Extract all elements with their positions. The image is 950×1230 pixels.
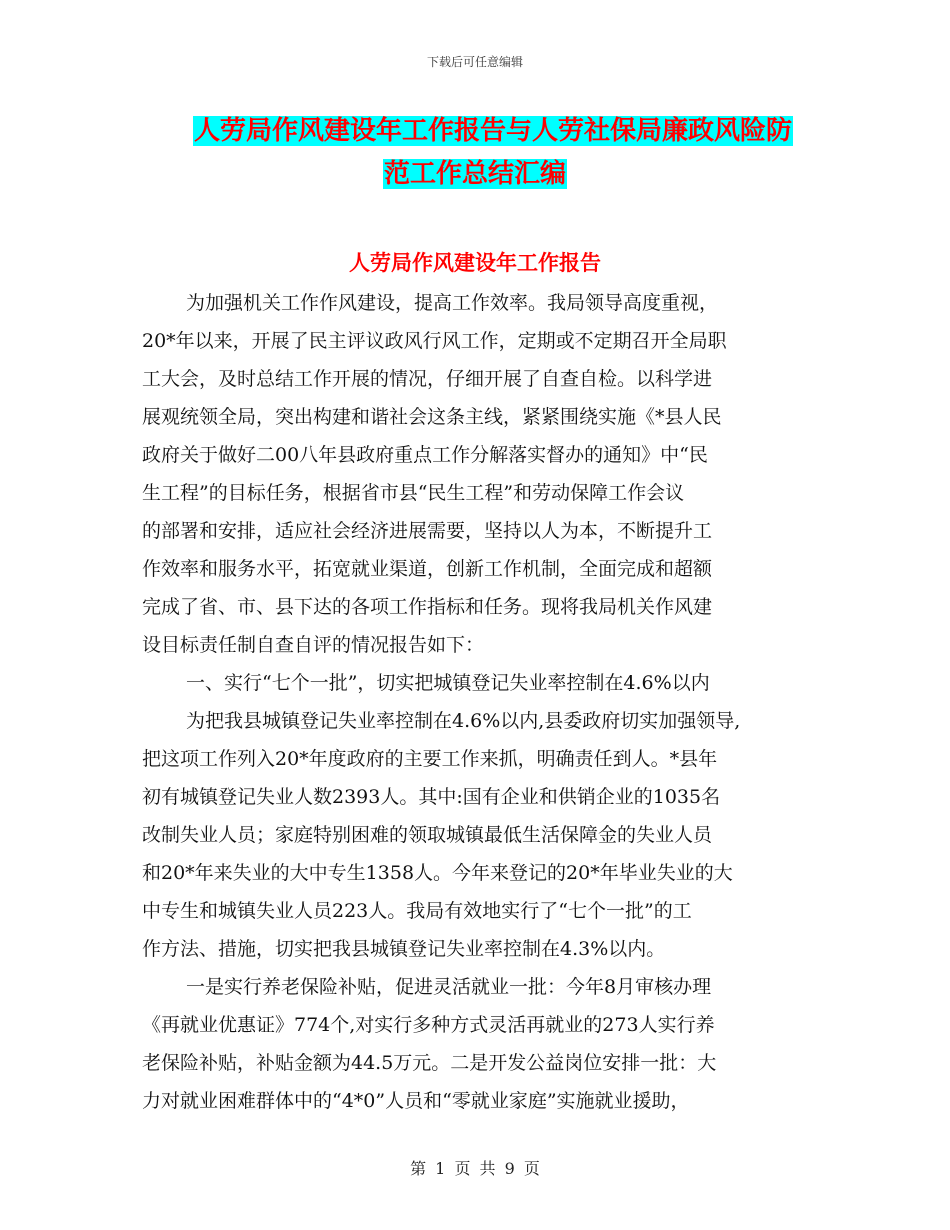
body-line: 把这项工作列入20*年度政府的主要工作来抓，明确责任到人。*县年 bbox=[142, 748, 718, 770]
page-footer: 第 1 页 共 9 页 bbox=[410, 1159, 540, 1178]
body-line: 力对就业困难群体中的“4*0”人员和“零就业家庭”实施就业援助， bbox=[142, 1090, 690, 1112]
body-line: 20*年以来，开展了民主评议政风行风工作，定期或不定期召开全局职 bbox=[142, 330, 727, 352]
body-line: 展观统领全局，突出构建和谐社会这条主线，紧紧围绕实施《*县人民 bbox=[142, 406, 722, 428]
body-line: 初有城镇登记失业人数2393人。其中:国有企业和供销企业的1035名 bbox=[142, 786, 721, 808]
section-title: 人劳局作风建设年工作报告 bbox=[349, 251, 601, 275]
body-line: 生工程”的目标任务，根据省市县“民生工程”和劳动保障工作会议 bbox=[142, 482, 685, 504]
body-line: 工大会，及时总结工作开展的情况，仔细开展了自查自检。以科学进 bbox=[142, 368, 713, 390]
body-line: 一是实行养老保险补贴，促进灵活就业一批：今年8月审核办理 bbox=[186, 976, 712, 998]
body-line: 完成了省、市、县下达的各项工作指标和任务。现将我局机关作风建 bbox=[142, 596, 713, 618]
body-line: 的部署和安排，适应社会经济进展需要，坚持以人为本，不断提升工 bbox=[142, 520, 713, 542]
body-line: 老保险补贴，补贴金额为44.5万元。二是开发公益岗位安排一批：大 bbox=[142, 1052, 717, 1074]
body-line: 政府关于做好二00八年县政府重点工作分解落实督办的通知》中“民 bbox=[142, 444, 708, 466]
body-line: 改制失业人员；家庭特别困难的领取城镇最低生活保障金的失业人员 bbox=[142, 824, 713, 846]
body-line: 设目标责任制自查自评的情况报告如下： bbox=[142, 634, 485, 656]
body-line: 作效率和服务水平，拓宽就业渠道，创新工作机制，全面完成和超额 bbox=[142, 558, 713, 580]
body-line: 中专生和城镇失业人员223人。我局有效地实行了“七个一批”的工 bbox=[142, 900, 692, 922]
body-line: 为把我县城镇登记失业率控制在4.6%以内,县委政府切实加强领导, bbox=[186, 710, 741, 732]
body-line: 和20*年来失业的大中专生1358人。今年来登记的20*年毕业失业的大 bbox=[142, 862, 733, 884]
body-line: 为加强机关工作作风建设，提高工作效率。我局领导高度重视， bbox=[186, 292, 719, 314]
body-line: 《再就业优惠证》774个,对实行多种方式灵活再就业的273人实行养 bbox=[142, 1014, 715, 1036]
subheading-1: 一、实行“七个一批”，切实把城镇登记失业率控制在4.6%以内 bbox=[186, 672, 710, 694]
document-title-line-2: 范工作总结汇编 bbox=[383, 159, 566, 189]
body-line: 作方法、措施，切实把我县城镇登记失业率控制在4.3%以内。 bbox=[142, 938, 666, 960]
document-title-line-1: 人劳局作风建设年工作报告与人劳社保局廉政风险防 bbox=[193, 116, 792, 146]
download-note: 下载后可任意编辑 bbox=[426, 55, 523, 69]
